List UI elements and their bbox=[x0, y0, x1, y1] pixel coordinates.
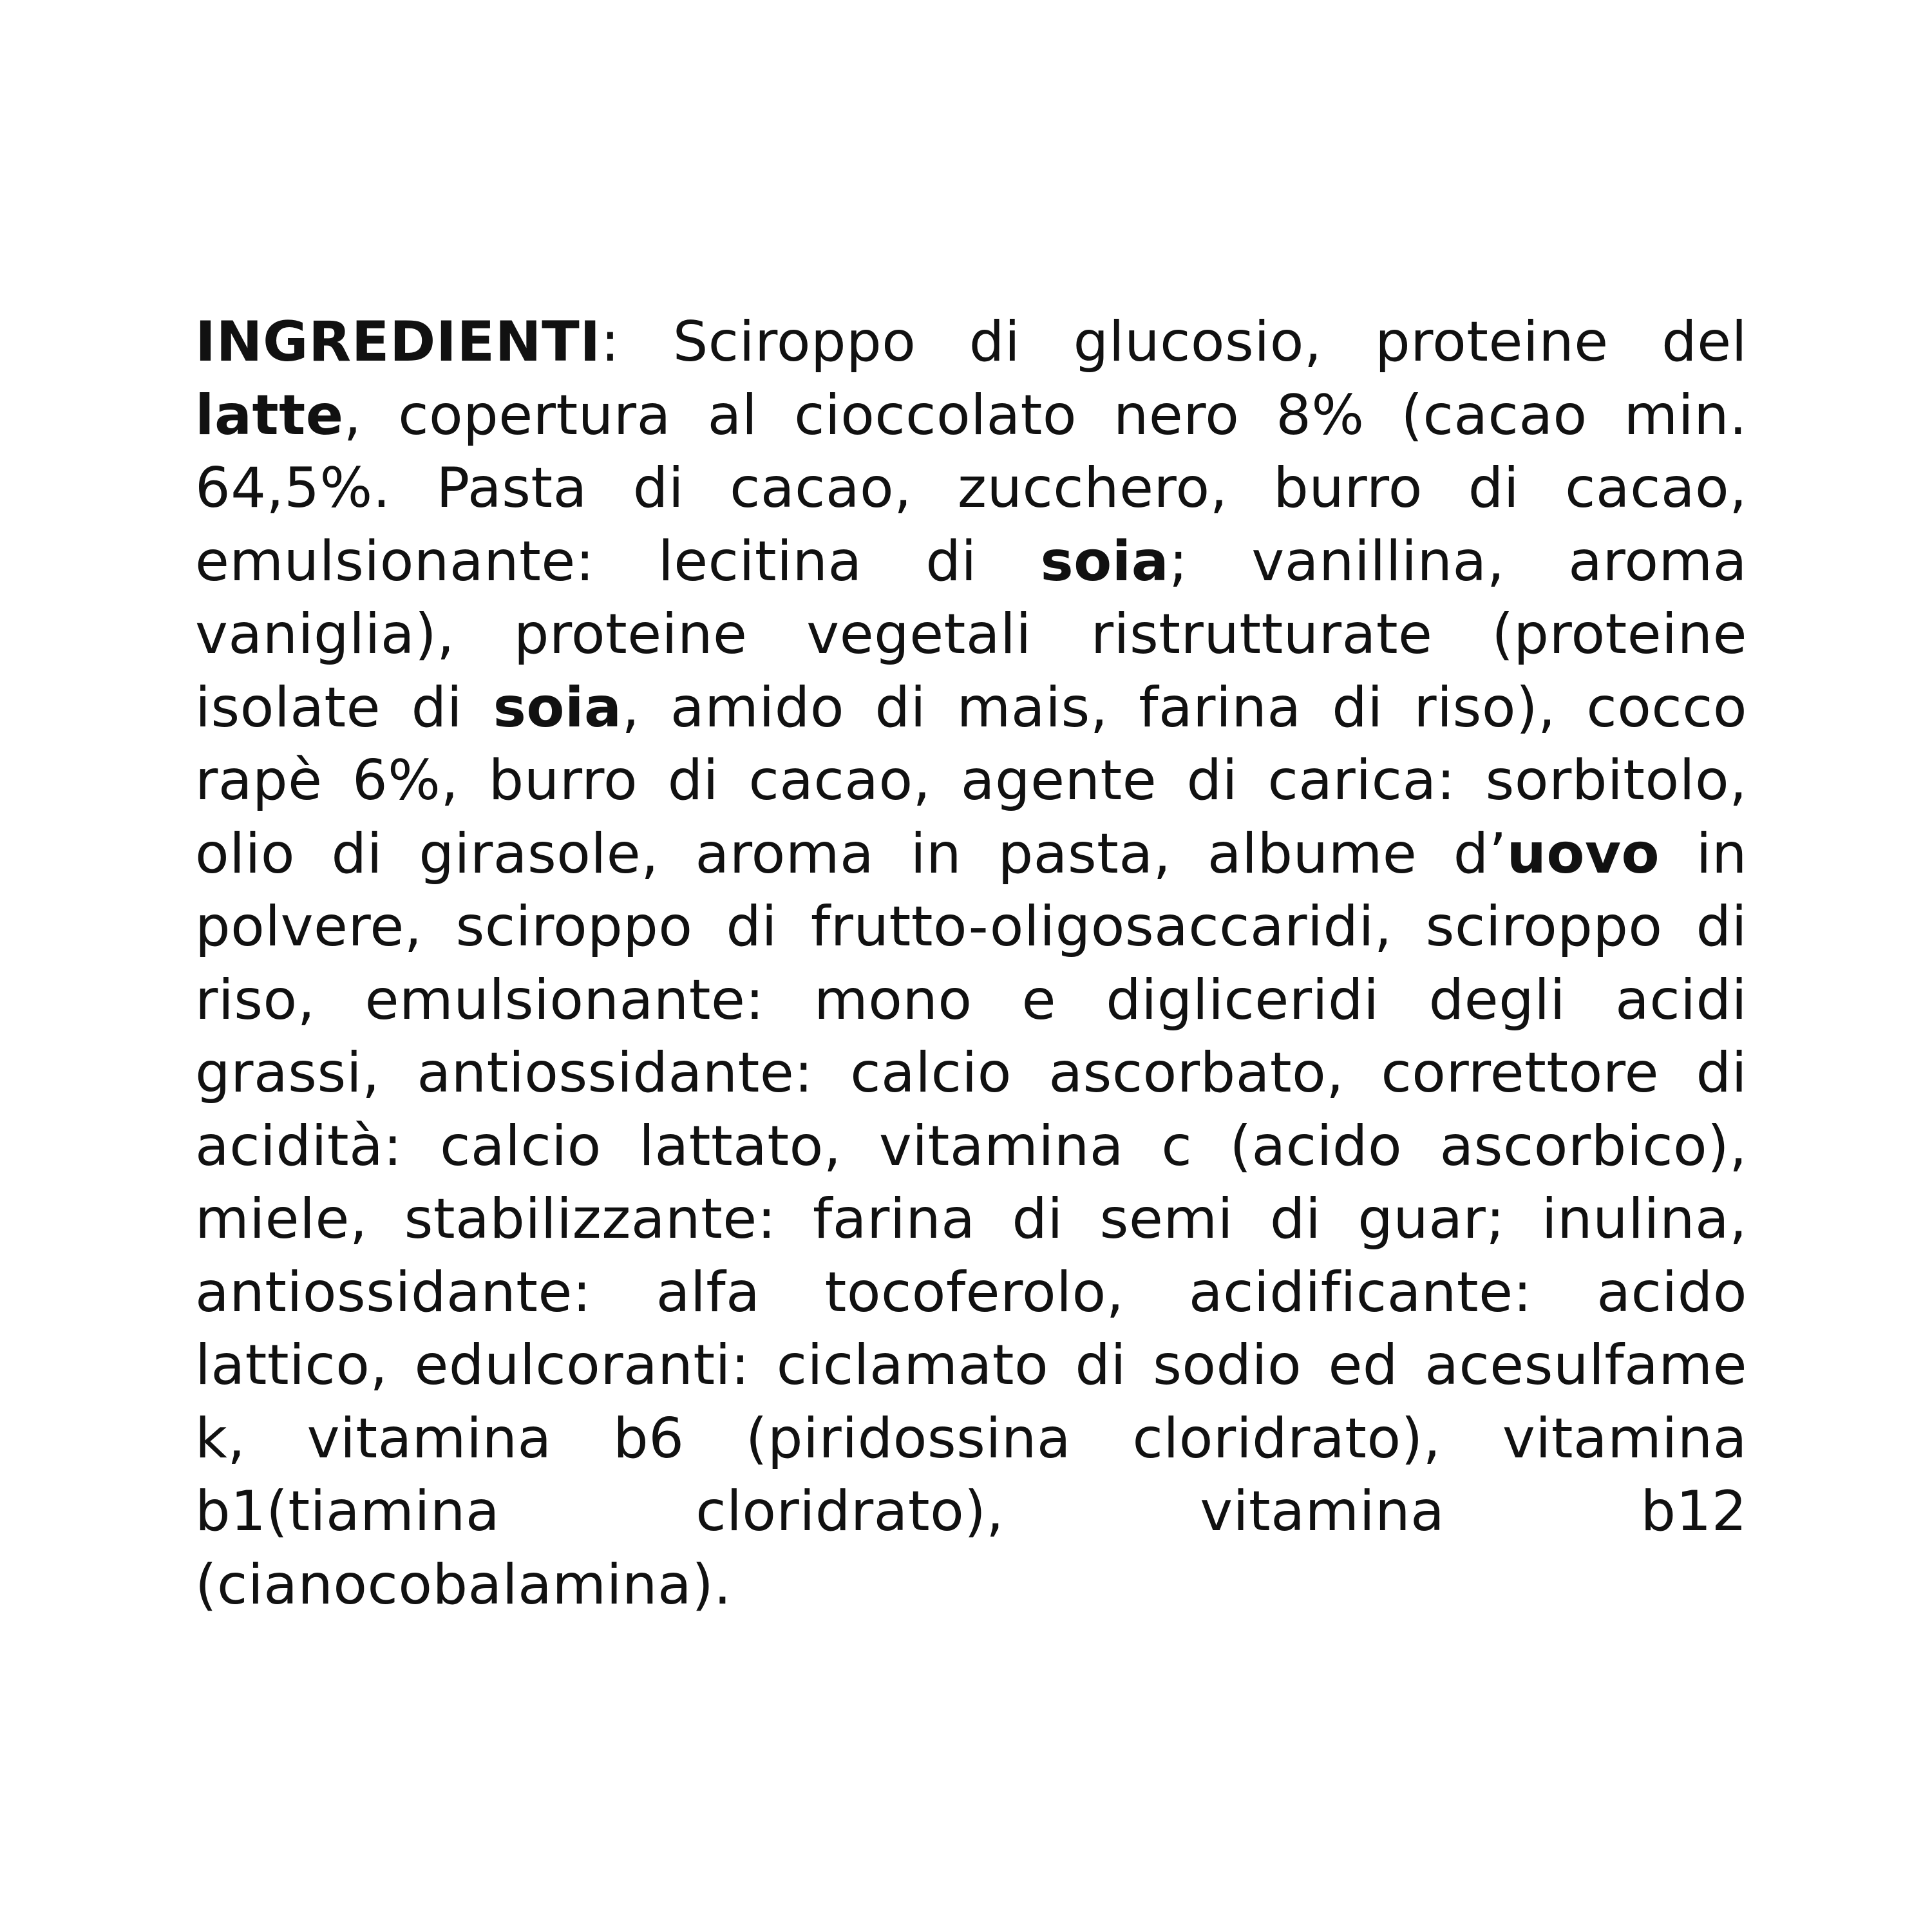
ingredients-text-4: , amido di mais, farina di riso), cocco rapè 6%, burro di cacao, agente di carica: sorbitolo, olio di girasole, aroma in pasta, albume d’ bbox=[195, 675, 1747, 886]
allergen-egg: uovo bbox=[1506, 821, 1660, 886]
ingredients-text-5: in polvere, sciroppo di frutto-oligosaccaridi, sciroppo di riso, emulsionante: mono e digliceridi degli acidi grassi, antiossidante: calcio ascorbato, correttore di acidità: calcio lattato, vitamina c (acido ascorbico), miele, stabilizzante: farina di semi di guar; inulina, antiossidante: alfa tocoferolo, acidificante: acido lattico, edulcoranti: ciclamato di sodio ed acesulfame k, vitamina b6 (piridossina cloridrato), vitamina b1(tiamina cloridrato), vitamina b12 (cianocobalamina). bbox=[195, 821, 1747, 1617]
ingredients-paragraph bbox=[195, 306, 1747, 1622]
allergen-soy-2: soia bbox=[493, 675, 622, 740]
ingredients-heading: INGREDIENTI bbox=[195, 310, 601, 374]
ingredients-text-3: ; vanillina, aroma vaniglia), proteine vegetali ristrutturate (proteine isolate di bbox=[195, 529, 1747, 740]
allergen-soy-1: soia bbox=[1040, 529, 1170, 594]
allergen-milk: latte bbox=[195, 383, 344, 448]
ingredients-text-1: : Sciroppo di glucosio, proteine del bbox=[600, 310, 1747, 374]
ingredients-text-2: , copertura al cioccolato nero 8% (cacao min. 64,5%. Pasta di cacao, zucchero, burro di cacao, emulsionante: lecitina di bbox=[195, 383, 1747, 594]
